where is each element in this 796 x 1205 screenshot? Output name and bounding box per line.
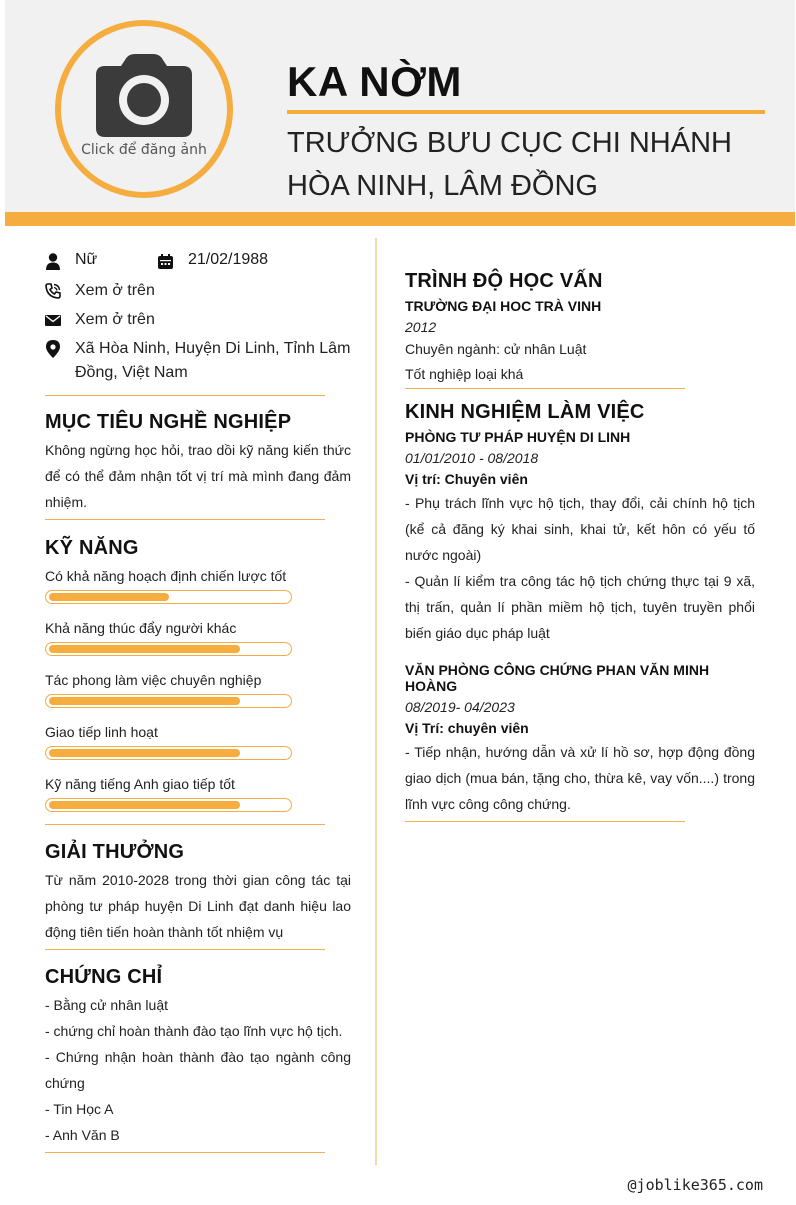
skill-label: Khả năng thúc đẩy người khác bbox=[45, 620, 237, 636]
job-title-line-2: HÒA NINH, LÂM ĐỒNG bbox=[287, 170, 598, 202]
skill-bar-fill bbox=[49, 645, 240, 653]
skill-item bbox=[45, 566, 351, 604]
user-icon bbox=[46, 253, 60, 270]
skill-item bbox=[45, 722, 351, 760]
certificates-section bbox=[45, 966, 351, 1148]
awards-text: Từ năm 2010-2028 trong thời gian công tác tại phòng tư pháp huyện Di Linh đạt danh hiệu lao động tiên tiến hoàn thành tốt nhiệm vụ bbox=[45, 872, 351, 940]
skill-bar-fill bbox=[49, 593, 169, 601]
education-title: TRÌNH ĐỘ HỌC VẤN bbox=[405, 270, 603, 292]
header-accent-bar bbox=[5, 212, 795, 226]
experience-section bbox=[405, 401, 755, 817]
skill-bar bbox=[45, 642, 292, 656]
site-watermark: @joblike365.com bbox=[627, 1176, 763, 1194]
objective-section bbox=[45, 411, 351, 515]
skill-item bbox=[45, 618, 351, 656]
objective-text: Không ngừng học hỏi, trao dồi kỹ năng kiến thức để có thể đảm nhận tốt vị trí mà mình đang đảm nhiệm. bbox=[45, 442, 351, 510]
skill-bar-fill bbox=[49, 697, 240, 705]
calendar-icon bbox=[158, 254, 173, 269]
skill-bar-fill bbox=[49, 749, 240, 757]
job-title-line-1: TRƯỞNG BƯU CỤC CHI NHÁNH bbox=[287, 127, 732, 159]
phone-value: Xem ở trên bbox=[75, 282, 155, 299]
skill-label: Có khả năng hoạch định chiến lược tốt bbox=[45, 568, 287, 584]
job-position: Vị trí: Chuyên viên bbox=[405, 471, 528, 487]
job-period: 01/01/2010 - 08/2018 bbox=[405, 450, 539, 466]
address-value: Xã Hòa Ninh, Huyện Di Linh, Tỉnh Lâm Đồng, Việt Nam bbox=[75, 340, 351, 381]
skills-section bbox=[45, 537, 351, 812]
divider bbox=[45, 824, 325, 825]
job-period: 08/2019- 04/2023 bbox=[405, 699, 515, 715]
education-section bbox=[405, 270, 755, 382]
skill-bar bbox=[45, 746, 292, 760]
job-desc: - Tiếp nhận, hướng dẫn và xử lí hồ sơ, hợp động đồng giao dịch (mua bán, tặng cho, thừa kê, vay vốn....) trong lĩnh vực công công chứng. bbox=[405, 744, 755, 812]
column-divider bbox=[375, 238, 377, 1165]
job-desc: - Quản lí kiểm tra công tác hộ tịch chứng thực tại 9 xã, thị trấn, quản lí phần miềm hộ tịch, tuyên truyền phổi biến giáo dục pháp luật bbox=[405, 573, 755, 641]
job-org: VĂN PHÒNG CÔNG CHỨNG PHAN VĂN MINH HOÀNG bbox=[405, 662, 710, 694]
certificate-item: - Anh Văn B bbox=[45, 1127, 120, 1143]
dob-value: 21/02/1988 bbox=[188, 251, 269, 268]
skill-label: Tác phong làm việc chuyên nghiệp bbox=[45, 672, 262, 688]
divider bbox=[405, 388, 685, 389]
divider bbox=[45, 1152, 325, 1153]
awards-section bbox=[45, 841, 351, 945]
certificate-item: - Chứng nhận hoàn thành đào tạo ngành công chứng bbox=[45, 1049, 351, 1091]
location-icon bbox=[45, 340, 61, 358]
certificates-title: CHỨNG CHỈ bbox=[45, 966, 163, 988]
skill-item bbox=[45, 774, 351, 812]
skill-bar-fill bbox=[49, 801, 240, 809]
education-school: TRƯỜNG ĐẠI HOC TRÀ VINH bbox=[405, 298, 602, 314]
awards-title: GIẢI THƯỞNG bbox=[45, 841, 185, 863]
right-column bbox=[405, 270, 755, 822]
skill-item bbox=[45, 670, 351, 708]
skills-title: KỸ NĂNG bbox=[45, 537, 139, 559]
job-position: Vị Trí: chuyên viên bbox=[405, 720, 529, 736]
skill-label: Kỹ năng tiếng Anh giao tiếp tốt bbox=[45, 776, 235, 792]
skill-bar bbox=[45, 694, 292, 708]
skill-label: Giao tiếp linh hoạt bbox=[45, 724, 158, 740]
divider bbox=[405, 821, 685, 822]
avatar-label: Click để đăng ảnh bbox=[81, 142, 207, 158]
divider bbox=[45, 519, 325, 520]
divider bbox=[45, 395, 325, 396]
objective-title: MỤC TIÊU NGHỀ NGHIỆP bbox=[45, 411, 292, 433]
divider bbox=[45, 949, 325, 950]
education-grade: Tốt nghiệp loại khá bbox=[405, 366, 524, 382]
certificate-item: - Bằng cử nhân luật bbox=[45, 997, 169, 1013]
gender-dob-row bbox=[45, 250, 351, 276]
email-row bbox=[45, 308, 351, 337]
job-entry bbox=[405, 429, 755, 646]
education-year: 2012 bbox=[405, 319, 437, 335]
job-org: PHÒNG TƯ PHÁP HUYỆN DI LINH bbox=[405, 429, 631, 445]
skill-bar bbox=[45, 590, 292, 604]
email-value: Xem ở trên bbox=[75, 311, 155, 328]
job-title bbox=[287, 122, 765, 208]
phone-row bbox=[45, 279, 351, 308]
address-row bbox=[45, 337, 351, 395]
camera-icon bbox=[95, 52, 193, 138]
candidate-name: KA NỜM bbox=[287, 58, 462, 105]
name-underline bbox=[287, 110, 765, 114]
avatar-upload[interactable] bbox=[55, 20, 233, 198]
skill-bar bbox=[45, 798, 292, 812]
education-major: Chuyên ngành: cử nhân Luật bbox=[405, 341, 587, 357]
job-desc: - Phụ trách lĩnh vực hộ tịch, thay đổi, cải chính hộ tịch (kể cả đăng ký khai sinh, khai tử, kết hôn có yếu tố nước ngoài) bbox=[405, 495, 755, 563]
left-column bbox=[45, 250, 351, 1153]
job-entry bbox=[405, 662, 755, 817]
phone-icon bbox=[45, 282, 61, 300]
certificate-item: - Tin Học A bbox=[45, 1101, 114, 1117]
gender-value: Nữ bbox=[75, 251, 98, 268]
certificate-item: - chứng chỉ hoàn thành đào tạo lĩnh vực hộ tịch. bbox=[45, 1023, 343, 1039]
experience-title: KINH NGHIỆM LÀM VIỆC bbox=[405, 401, 645, 423]
mail-icon bbox=[45, 311, 61, 329]
